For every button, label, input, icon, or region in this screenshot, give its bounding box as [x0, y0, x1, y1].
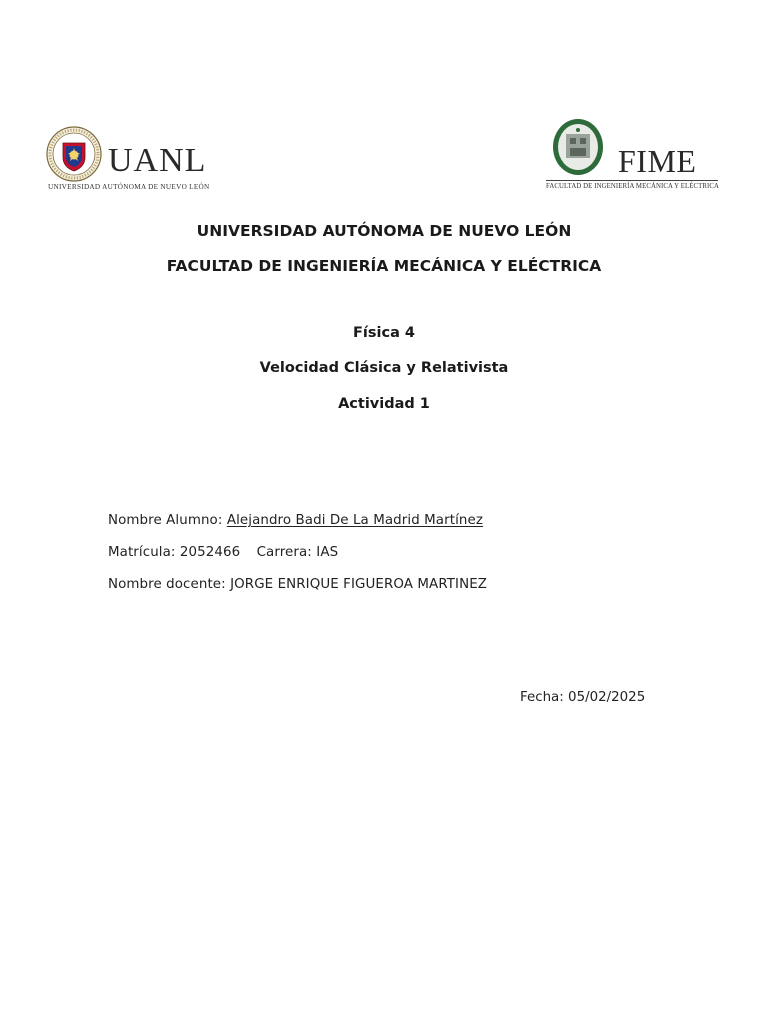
fime-wordmark: FIME [618, 143, 697, 179]
teacher-label: Nombre docente: [108, 577, 226, 592]
student-name-row [108, 513, 483, 528]
student-id-row [108, 545, 338, 560]
date-label: Fecha: [520, 690, 564, 705]
course-topic: Velocidad Clásica y Relativista [259, 360, 509, 376]
date-value: 05/02/2025 [568, 690, 646, 705]
student-name-label: Nombre Alumno: [108, 513, 223, 528]
fime-logo-subtitle: FACULTAD DE INGENIERÍA MECÁNICA Y ELÉCTRICA [546, 183, 719, 190]
date-row [520, 690, 645, 705]
fime-logo [544, 116, 724, 196]
activity-title: Actividad 1 [338, 396, 430, 412]
fime-logo-divider [546, 180, 718, 181]
course-subject: Física 4 [353, 325, 415, 341]
career-value: IAS [316, 545, 339, 560]
fime-seal-icon [552, 118, 604, 176]
career-label: Carrera: [256, 545, 312, 560]
uanl-logo [46, 126, 221, 194]
teacher-row [108, 577, 487, 592]
faculty-title: FACULTAD DE INGENIERÍA MECÁNICA Y ELÉCTRICA [166, 257, 602, 275]
student-id-label: Matrícula: [108, 545, 176, 560]
university-title: UNIVERSIDAD AUTÓNOMA DE NUEVO LEÓN [196, 222, 572, 240]
student-id-value: 2052466 [179, 545, 241, 560]
teacher-value: JORGE ENRIQUE FIGUEROA MARTINEZ [230, 577, 488, 592]
uanl-seal-icon [46, 126, 102, 182]
uanl-logo-subtitle: UNIVERSIDAD AUTÓNOMA DE NUEVO LEÓN [48, 183, 210, 191]
uanl-wordmark: UANL [108, 142, 207, 179]
student-name-value: Alejandro Badi De La Madrid Martínez [226, 513, 483, 528]
